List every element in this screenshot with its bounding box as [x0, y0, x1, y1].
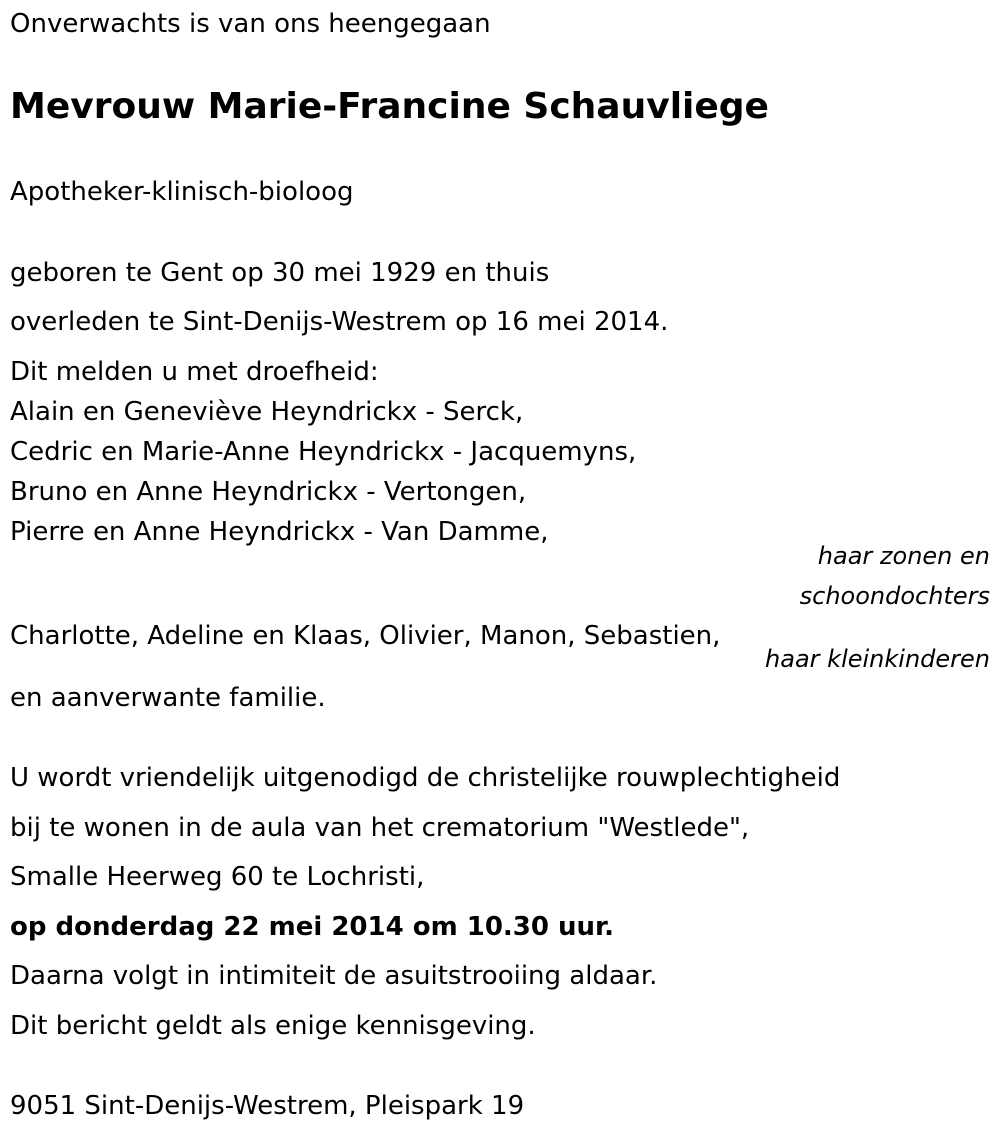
family-line: Pierre en Anne Heyndrickx - Van Damme, [10, 517, 549, 547]
invite-line: Smalle Heerweg 60 te Lochristi, [10, 862, 425, 892]
family-line: Cedric en Marie-Anne Heyndrickx - Jacquemyns, [10, 437, 637, 467]
ceremony-date: op donderdag 22 mei 2014 om 10.30 uur. [10, 912, 615, 942]
relatives-text: en aanverwante familie. [10, 683, 326, 713]
grandchildren-label: haar kleinkinderen [765, 645, 990, 673]
deceased-name: Mevrouw Marie-Francine Schauvliege [10, 86, 769, 127]
birth-text: geboren te Gent op 30 mei 1929 en thuis [10, 258, 550, 288]
family-line: Bruno en Anne Heyndrickx - Vertongen, [10, 477, 527, 507]
profession-text: Apotheker-klinisch-bioloog [10, 177, 354, 207]
grandchildren-text: Charlotte, Adeline en Klaas, Olivier, Manon, Sebastien, [10, 621, 721, 651]
address-text: 9051 Sint-Denijs-Westrem, Pleispark 19 [10, 1091, 525, 1121]
invite-line: U wordt vriendelijk uitgenodigd de christelijke rouwplechtigheid [10, 763, 841, 793]
sons-label: haar zonen en [817, 542, 990, 570]
announce-text: Dit melden u met droefheid: [10, 357, 379, 387]
after-ceremony-text: Daarna volgt in intimiteit de asuitstrooiing aldaar. [10, 961, 658, 991]
family-line: Alain en Geneviève Heyndrickx - Serck, [10, 397, 524, 427]
daughters-in-law-label: schoondochters [799, 582, 990, 610]
intro-text: Onverwachts is van ons heengegaan [10, 9, 491, 39]
death-text: overleden te Sint-Denijs-Westrem op 16 mei 2014. [10, 307, 669, 337]
invite-line: bij te wonen in de aula van het crematorium "Westlede", [10, 813, 750, 843]
only-notice-text: Dit bericht geldt als enige kennisgeving. [10, 1011, 536, 1041]
